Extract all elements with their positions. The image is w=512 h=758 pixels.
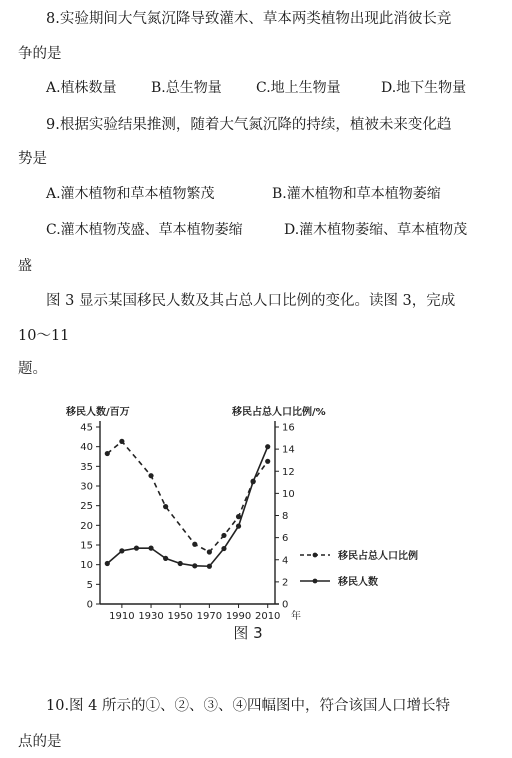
right-tick-label: 6 [282,533,289,545]
legend-marker [313,553,318,558]
q9-option-a: A.灌木植物和草本植物繁茂 [46,186,215,202]
population-series-line [107,447,267,567]
ratio-series-line [107,441,267,552]
chart-caption: 图 3 [233,624,263,642]
left-tick-label: 10 [80,560,93,572]
x-tick-label: 1930 [138,611,164,622]
ratio-series-point [265,459,270,464]
right-tick-label: 8 [282,511,289,522]
population-series-point [119,548,124,553]
right-tick-label: 4 [282,555,289,567]
q8-stem-line1: 8.实验期间大气氮沉降导致灌木、草本两类植物出现此消彼长竞 [46,11,452,27]
population-series-point [163,556,168,561]
population-series-point [265,444,270,449]
left-axis-title: 移民人数/百万 [66,407,130,418]
q9-option-c: C.灌木植物茂盛、草本植物萎缩 [46,222,243,238]
right-tick-label: 16 [282,422,295,434]
q8-option-d: D.地下生物量 [381,80,467,96]
right-tick-label: 14 [282,444,295,456]
q10-stem-line1: 10.图 4 所示的①、②、③、④四幅图中，符合该国人口增长特 [46,698,451,714]
x-tick-label: 1970 [196,611,223,622]
ratio-series-point [192,542,197,547]
population-series-point [207,564,212,569]
right-tick-label: 2 [282,577,289,589]
population-series-point [251,479,256,484]
q8-stem-line2: 争的是 [18,46,62,62]
x-tick-label: 1910 [109,611,135,622]
legend-marker [313,579,318,584]
population-series-point [236,524,241,529]
legend-label: 移民人数 [338,577,378,588]
left-tick-label: 25 [80,501,93,513]
ratio-series-point [221,533,226,538]
left-tick-label: 15 [80,540,93,552]
x-tick-label: 1990 [225,611,252,622]
ratio-series-point [119,439,124,444]
right-tick-label: 12 [282,466,295,478]
q9-option-b: B.灌木植物和草本植物萎缩 [272,186,441,202]
left-tick-label: 5 [86,579,93,591]
q8-option-c: C.地上生物量 [256,80,341,96]
left-tick-label: 40 [80,442,93,454]
population-series-point [178,561,183,566]
intro-line1: 图 3 显示某国移民人数及其占总人口比例的变化。读图 3，完成 [46,293,456,309]
intro-line2: 10～11 [18,328,70,344]
population-series-point [221,546,226,551]
x-tick-label: 2010 [254,611,281,622]
q8-option-b: B.总生物量 [151,80,222,96]
q8-option-a: A.植株数量 [46,80,117,96]
q9-stem-line1: 9.根据实验结果推测，随着大气氮沉降的持续，植被未来变化趋 [46,117,452,133]
x-tick-label: 1950 [167,611,193,622]
right-axis-title: 移民占总人口比例/% [232,407,326,418]
ratio-series-point [163,504,168,509]
right-tick-label: 10 [282,488,295,500]
q9-option-d-line1: D.灌木植物萎缩、草本植物茂 [284,222,468,238]
population-series-point [148,546,153,551]
legend-label: 移民占总人口比例 [338,551,418,562]
x-axis-unit: 年 [291,611,301,622]
population-series-point [192,563,197,568]
left-tick-label: 45 [80,422,93,434]
left-tick-label: 20 [80,520,93,532]
ratio-series-point [207,549,212,554]
migration-chart [60,395,470,645]
left-tick-label: 0 [86,599,93,611]
left-tick-label: 35 [80,461,93,473]
right-tick-label: 0 [282,599,289,611]
population-series-point [105,561,110,566]
q9-stem-line2: 势是 [18,151,47,167]
left-tick-label: 30 [80,481,93,493]
q10-stem-line2: 点的是 [18,734,62,750]
ratio-series-point [105,451,110,456]
intro-line3: 题。 [18,361,47,377]
ratio-series-point [148,473,153,478]
q9-option-d-line2: 盛 [18,258,32,274]
population-series-point [134,546,139,551]
